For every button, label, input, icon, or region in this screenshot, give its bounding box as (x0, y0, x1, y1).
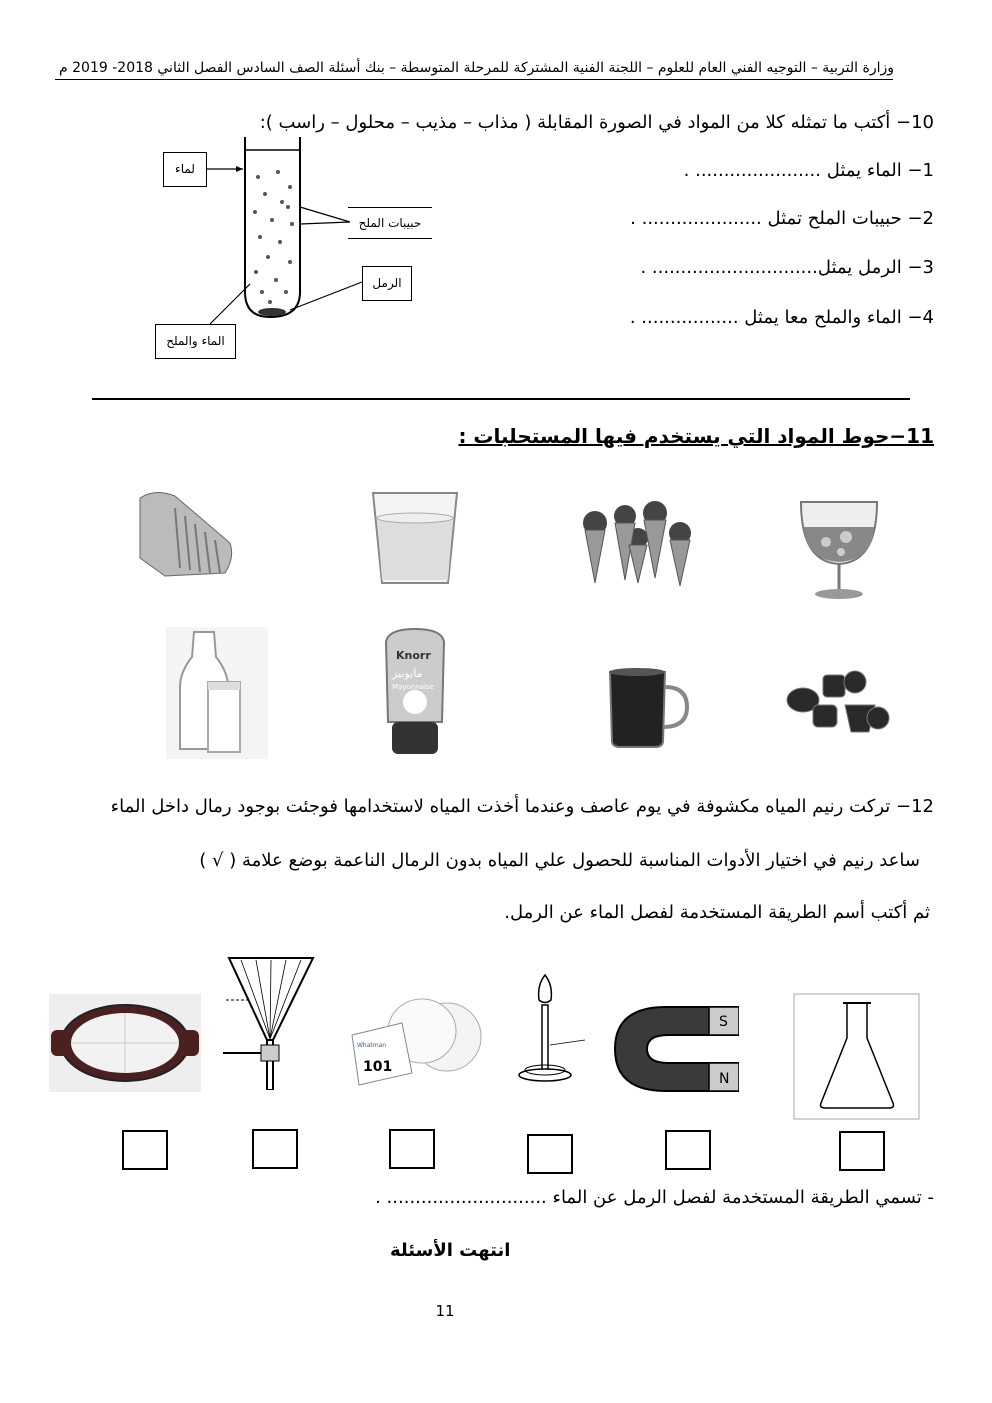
q10-prompt: 10− أكتب ما تمثله كلا من المواد في الصورة المقابلة ( مذاب – مذيب – محلول – راسب ): (259, 112, 934, 133)
funnel-filter-image (221, 955, 321, 1090)
q12-line2: ساعد رنيم في اختيار الأدوات المناسبة للحصول علي المياه بدون الرمال الناعمة بوضع علامة ( √ ) (199, 850, 920, 871)
checkbox-magnet[interactable] (665, 1130, 711, 1170)
q10-item-2: 2− حبيبات الملح تمثل ..................... . (630, 208, 934, 229)
label-salt: حبيبات الملح (348, 207, 432, 239)
q10-item-1: 1− الماء يمثل ...................... . (683, 160, 934, 181)
section-separator (92, 398, 910, 400)
mayo-label-en: Mayonnaise (392, 683, 434, 691)
chocolate-image (783, 660, 893, 742)
checkbox-bunsen-burner[interactable] (527, 1134, 573, 1174)
q12-line1: 12− تركت رنيم المياه مكشوفة في يوم عاصف وعندما أخذت المياه لاستخدامها فوجئت بوجود رمال داخل الماء (110, 796, 934, 817)
magnet-n: N (719, 1071, 730, 1087)
filter-brand: Whatman (357, 1042, 387, 1049)
q11-title: 11−حوط المواد التي يستخدم فيها المستحلبات : (458, 424, 934, 448)
conical-flask-image (793, 993, 920, 1120)
magnet-image (611, 1003, 739, 1095)
label-water: لماء (163, 152, 207, 187)
checkbox-funnel-filter[interactable] (252, 1129, 298, 1169)
method-answer-line: - تسمي الطريقة المستخدمة لفصل الرمل عن الماء ............................ . (375, 1187, 934, 1208)
label-sand: الرمل (362, 266, 412, 301)
mayo-brand: Knorr (396, 649, 431, 662)
header-underline (55, 79, 893, 80)
tea-mug-image (605, 662, 695, 754)
ice-cream-image (580, 498, 700, 588)
end-of-questions: انتهت الأسئلة (390, 1240, 511, 1261)
page-header: وزارة التربية – التوجيه الفني العام للعلوم – اللجنة الفنية المشتركة للمرحلة المتوسطة – بنك أسئلة الصف السادس الفصل الثاني 2018- 2019 م (59, 60, 894, 76)
page-number: 11 (435, 1302, 455, 1320)
sieve-image (49, 994, 201, 1092)
q10-item-4: 4− الماء والملح معا يمثل ................. . (629, 307, 934, 328)
checkbox-conical-flask[interactable] (839, 1131, 885, 1171)
checkbox-filter-papers[interactable] (389, 1129, 435, 1169)
mayo-label-ar: مايونيز (392, 667, 423, 680)
water-glass-image (368, 488, 462, 588)
milk-image (166, 627, 268, 759)
bunsen-burner-image (505, 970, 597, 1088)
q10-item-3: 3− الرمل يمثل............................. . (640, 257, 934, 278)
filter-number: 101 (363, 1059, 393, 1075)
wine-glass-water-image (796, 492, 882, 602)
mayonnaise-image (378, 627, 452, 757)
bread-image (135, 488, 237, 580)
label-water-salt: الماء والملح (155, 324, 236, 359)
checkbox-sieve[interactable] (122, 1130, 168, 1170)
q12-line3: ثم أكتب أسم الطريقة المستخدمة لفصل الماء عن الرمل. (504, 902, 930, 923)
magnet-s: S (719, 1014, 728, 1030)
filter-papers-image (347, 995, 484, 1087)
